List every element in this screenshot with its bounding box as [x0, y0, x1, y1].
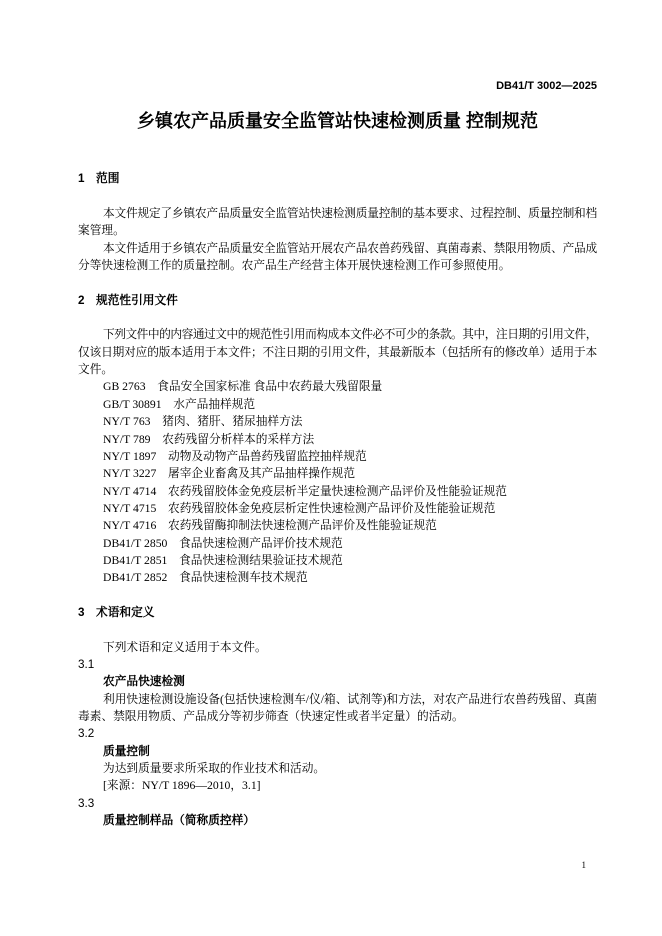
scope-paragraph-line: 案管理。	[78, 224, 125, 238]
reference-item	[78, 500, 597, 517]
term-source: [来源：NY/T 1896—2010，3.1]	[103, 779, 261, 793]
references-intro-line: 文件。	[78, 363, 114, 377]
section-number: 1	[78, 172, 85, 186]
reference-code: NY/T 1897	[103, 449, 157, 463]
reference-code: DB41/T 2851	[103, 553, 168, 567]
reference-title: 农药残留分析样本的采样方法	[162, 432, 315, 446]
document-number: DB41/T 3002—2025	[496, 80, 597, 92]
reference-title: 食品快速检测产品评价技术规范	[179, 536, 343, 550]
reference-title: 屠宰企业畜禽及其产品抽样操作规范	[168, 467, 356, 481]
term-number: 3.2	[78, 727, 95, 741]
reference-code: DB41/T 2852	[103, 571, 168, 585]
reference-title: 猪肉、猪肝、猪尿抽样方法	[162, 415, 303, 429]
reference-item	[78, 517, 597, 534]
term-name: 质量控制	[103, 744, 150, 758]
section-heading-terms-and-definitions	[78, 604, 597, 621]
term-number: 3.3	[78, 796, 95, 810]
reference-title: 农药残留胶体金免疫层析半定量快速检测产品评价及性能验证规范	[168, 484, 507, 498]
term-number: 3.1	[78, 657, 95, 671]
reference-item	[78, 569, 597, 586]
reference-item	[78, 483, 597, 500]
page-number: 1	[581, 860, 586, 870]
reference-code: NY/T 4715	[103, 501, 157, 515]
reference-code: NY/T 4714	[103, 484, 157, 498]
reference-code: NY/T 763	[103, 415, 151, 429]
reference-code: NY/T 789	[103, 432, 151, 446]
reference-code: GB/T 30891	[103, 397, 162, 411]
scope-paragraph-line: 本文件规定了乡镇农产品质量安全监管站快速检测质量控制的基本要求、过程控制、质量控制和档	[103, 207, 597, 221]
reference-item	[78, 413, 597, 430]
reference-title: 动物及动物产品兽药残留监控抽样规范	[168, 449, 367, 463]
terms-intro: 下列术语和定义适用于本文件。	[103, 640, 267, 654]
term-definition-line: 为达到质量要求所采取的作业技术和活动。	[103, 762, 326, 776]
section-heading-scope	[78, 170, 597, 187]
reference-item	[78, 448, 597, 465]
reference-code: GB 2763	[103, 380, 146, 394]
references-intro-line: 下列文件中的内容通过文中的规范性引用而构成本文件必不可少的条款。其中，注日期的引用文件，	[103, 328, 597, 342]
section-title: 规范性引用文件	[96, 293, 178, 307]
reference-code: NY/T 4716	[103, 519, 157, 533]
section-title: 术语和定义	[96, 605, 155, 619]
reference-title: 食品安全国家标准 食品中农药最大残留限量	[157, 380, 383, 394]
section-title: 范围	[96, 172, 120, 186]
scope-paragraph-line: 分等快速检测工作的质量控制。农产品生产经营主体开展快速检测工作可参照使用。	[78, 259, 511, 273]
section-number: 3	[78, 605, 85, 619]
reference-title: 食品快速检测结果验证技术规范	[179, 553, 343, 567]
reference-item	[78, 465, 597, 482]
reference-title: 农药残留胶体金免疫层析定性快速检测产品评价及性能验证规范	[168, 501, 496, 515]
reference-title: 农药残留酶抑制法快速检测产品评价及性能验证规范	[168, 519, 437, 533]
section-heading-normative-references	[78, 292, 597, 309]
reference-item	[78, 378, 597, 395]
document-title: 乡镇农产品质量安全监管站快速检测质量 控制规范	[137, 111, 538, 131]
reference-code: DB41/T 2850	[103, 536, 168, 550]
term-name: 质量控制样品（简称质控样）	[103, 814, 255, 828]
reference-title: 水产品抽样规范	[173, 397, 256, 411]
reference-item	[78, 396, 597, 413]
reference-item	[78, 535, 597, 552]
section-number: 2	[78, 293, 85, 307]
references-intro-line: 仅该日期对应的版本适用于本文件；不注日期的引用文件，其最新版本（包括所有的修改单）适用于本	[78, 345, 597, 359]
document-body	[78, 153, 597, 829]
scope-paragraph-line: 本文件适用于乡镇农产品质量安全监管站开展农产品农兽药残留、真菌毒素、禁限用物质、产品成	[103, 241, 597, 255]
term-definition-line: 毒素、禁限用物质、产品成分等初步筛查（快速定性或者半定量）的活动。	[78, 710, 464, 723]
reference-item	[78, 552, 597, 569]
reference-item	[78, 431, 597, 448]
reference-code: NY/T 3227	[103, 467, 157, 481]
term-name: 农产品快速检测	[103, 675, 185, 689]
term-definition-line: 利用快速检测设施设备(包括快速检测车/仪/箱、试剂等)和方法，对农产品进行农兽药残留、真菌	[103, 692, 597, 706]
reference-title: 食品快速检测车技术规范	[179, 571, 308, 585]
